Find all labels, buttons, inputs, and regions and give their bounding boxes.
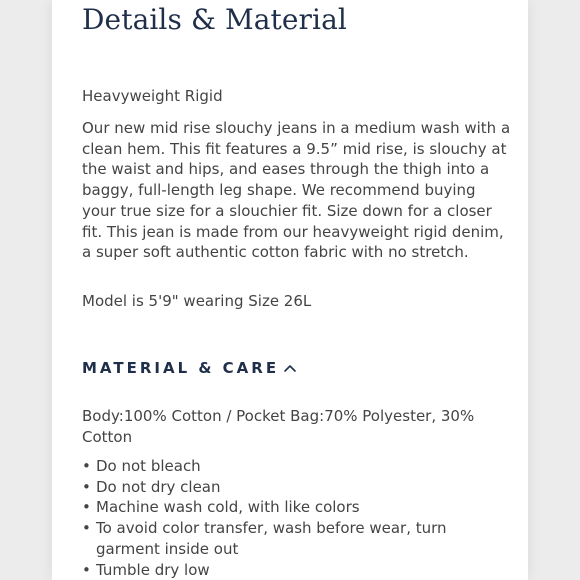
product-description: Our new mid rise slouchy jeans in a medium wash with a clean hem. This fit features a 9.5” mid rise, is slouchy at the waist and hips, and eases through the thigh into a baggy, full-length leg shape. We recommend buying your true size for a slouchier fit. Size down for a closer fit. This jean is made from our heavyweight rigid denim, a super soft authentic cotton fabric with no stretch. (82, 119, 511, 262)
bullet-icon: • (82, 457, 91, 475)
bullet-icon: • (82, 477, 91, 496)
list-item (82, 518, 512, 559)
care-instructions-list (82, 456, 512, 580)
list-item (82, 497, 512, 518)
model-info: Model is 5'9" wearing Size 26L (82, 292, 312, 310)
chevron-up-icon (283, 361, 297, 375)
care-item-text: Do not dry clean (96, 477, 221, 496)
details-title: Details & Material (82, 3, 347, 36)
list-item (82, 560, 512, 580)
material-care-toggle[interactable] (82, 358, 297, 378)
material-care-header: MATERIAL & CARE (82, 359, 280, 377)
care-item-text: Tumble dry low (96, 560, 210, 579)
bullet-icon: • (82, 519, 91, 538)
list-item (82, 477, 512, 498)
care-item-text: To avoid color transfer, wash before wear, turn garment inside out (96, 519, 447, 558)
care-item-text: Do not bleach (96, 457, 201, 475)
bullet-icon: • (82, 498, 91, 517)
product-details-panel (52, 0, 528, 580)
care-item-text: Machine wash cold, with like colors (96, 498, 360, 517)
material-composition: Body:100% Cotton / Pocket Bag:70% Polyester, 30% Cotton (82, 407, 475, 446)
bullet-icon: • (82, 560, 91, 579)
fabric-name: Heavyweight Rigid (82, 87, 223, 105)
list-item (82, 456, 512, 477)
